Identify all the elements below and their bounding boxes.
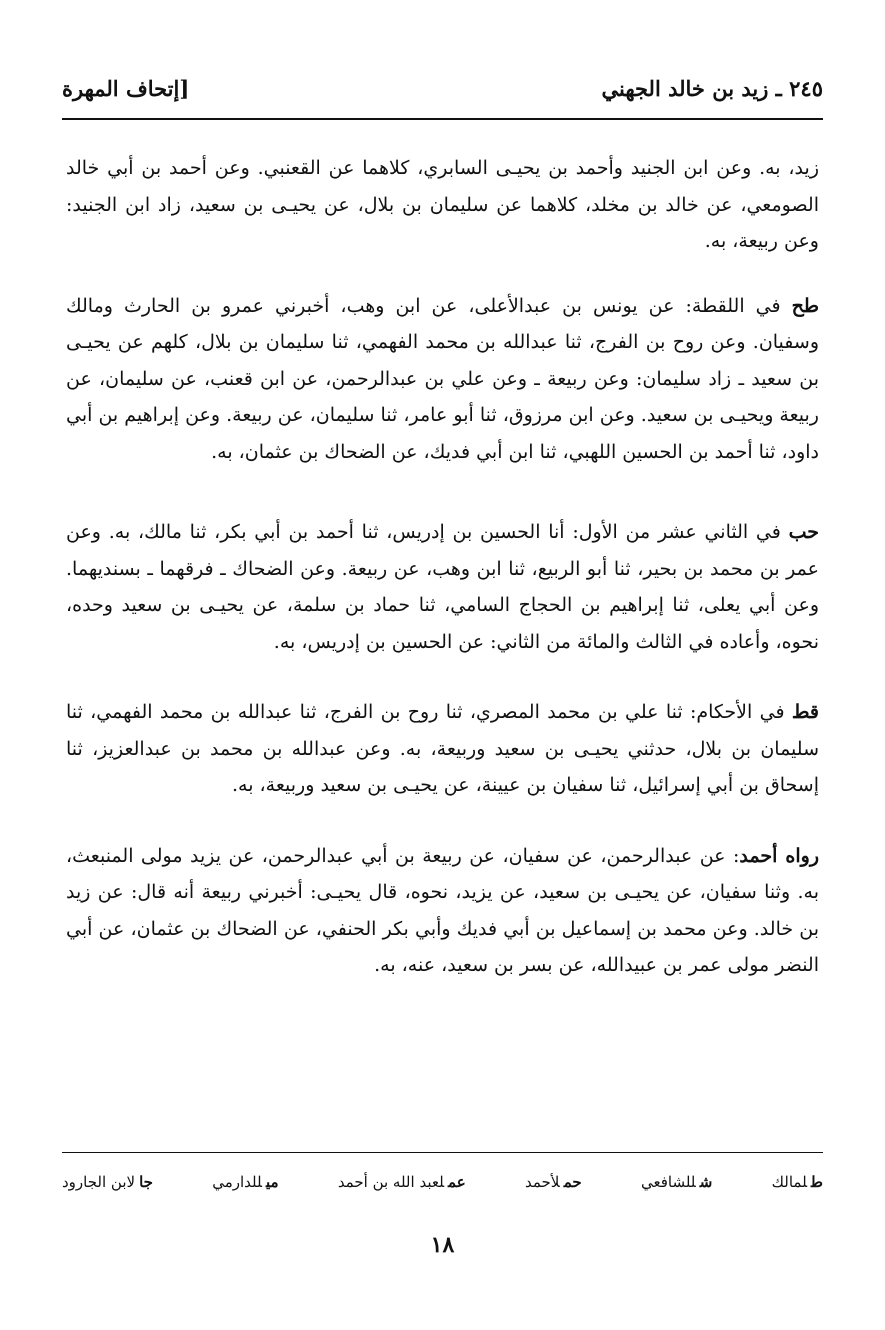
paragraph-qut bbox=[66, 694, 819, 804]
abbreviation-item: عملعبد الله بن أحمد bbox=[337, 1173, 466, 1191]
abbreviation-item: حملأحمد bbox=[524, 1173, 582, 1191]
abbreviation-item: جالابن الجارود bbox=[62, 1173, 153, 1191]
paragraph-lead: قط bbox=[791, 701, 819, 723]
paragraph-text: في الثاني عشر من الأول: أنا الحسين بن إدريس، ثنا أحمد بن أبي بكر، ثنا مالك، به. وعن عمر بن محمد بن بحير، ثنا أبو الربيع، ثنا ابن وهب، عن ربيعة. وعن الضحاك ـ فرقهما ـ بسنديهما. وعن أبي يعلى، ثنا إبراهيم بن الحجاج السامي، ثنا حماد بن سلمة، عن يحيـى بن سعيد وحده، نحوه، وأعاده في الثالث والمائة من الثاني: عن الحسين بن إدريس، به. bbox=[66, 521, 819, 653]
abbreviation-key bbox=[62, 1170, 823, 1194]
running-header bbox=[62, 68, 823, 108]
paragraph-text: في اللقطة: عن يونس بن عبدالأعلى، عن ابن وهب، أخبرني عمرو بن الحارث ومالك وسفيان. وعن روح بن الفرج، ثنا عبدالله بن محمد الفهمي، ثنا سليمان بن بلال، كلهم عن يحيـى بن سعيد ـ زاد سليمان: وعن ربيعة ـ وعن علي بن عبدالرحمن، عن ابن قعنب، عن سليمان، عن ربيعة ويحيـى بن سعيد. وعن ابن مرزوق، ثنا أبو عامر، ثنا سليمان، عن ربيعة. وعن إبراهيم بن أبي داود، ثنا أحمد بن الحسين اللهبي، ثنا ابن أبي فديك، عن الضحاك بن عثمان، به. bbox=[66, 294, 819, 463]
paragraph-text: : عن عبدالرحمن، عن سفيان، عن ربيعة بن أبي عبدالرحمن، عن يزيد مولى المنبعث، به. وثنا سفيان، عن يحيـى بن سعيد، عن يزيد، نحوه، قال يحيـى: أخبرني ربيعة أنه قال: عن زيد بن خالد. وعن محمد بن إسماعيل بن أبي فديك وأبي بكر الحنفي، عن الضحاك بن عثمان، عن أبي النضر مولى عمر بن عبيدالله، عن بسر بن سعيد، عنه، به. bbox=[66, 844, 819, 976]
paragraph-lead: حب bbox=[788, 521, 819, 543]
main-text bbox=[66, 150, 819, 1000]
header-rule bbox=[62, 118, 823, 120]
paragraph-continuation bbox=[66, 150, 819, 260]
entry-title: ٢٤٥ ـ زيد بن خالد الجهني bbox=[601, 75, 823, 101]
paragraph-hib bbox=[66, 514, 819, 660]
paragraph-text: زيد، به. وعن ابن الجنيد وأحمد بن يحيـى السابري، كلاهما عن القعنبي. وعن أحمد بن أبي خالد الصومعي، عن خالد بن مخلد، كلاهما عن سليمان بن بلال، عن يحيـى بن سعيد، زاد ابن الجنيد: وعن ربيعة، به. bbox=[66, 157, 819, 252]
paragraph-lead: طح bbox=[791, 294, 819, 317]
paragraph-tah bbox=[66, 288, 819, 471]
abbreviation-item: طلمالك bbox=[771, 1173, 823, 1191]
book-title: [إتحاف المهرة bbox=[62, 75, 190, 101]
paragraph-lead: رواه أحمد bbox=[739, 844, 819, 867]
paragraph-ahmad bbox=[66, 838, 819, 984]
footnote-rule bbox=[62, 1152, 823, 1153]
page-number: ١٨ bbox=[430, 1232, 455, 1258]
abbreviation-item: شللشافعي bbox=[640, 1173, 713, 1191]
paragraph-text: في الأحكام: ثنا علي بن محمد المصري، ثنا روح بن الفرج، ثنا عبدالله بن محمد الفهمي، ثنا سليمان بن بلال، حدثني يحيـى بن سعيد وربيعة، به. وعن عبدالله بن محمد بن عبدالعزيز، ثنا إسحاق بن أبي إسرائيل، ثنا سفيان بن عيينة، عن يحيـى بن سعيد وربيعة، به. bbox=[66, 701, 819, 796]
abbreviation-item: ميللدارمي bbox=[212, 1173, 279, 1191]
